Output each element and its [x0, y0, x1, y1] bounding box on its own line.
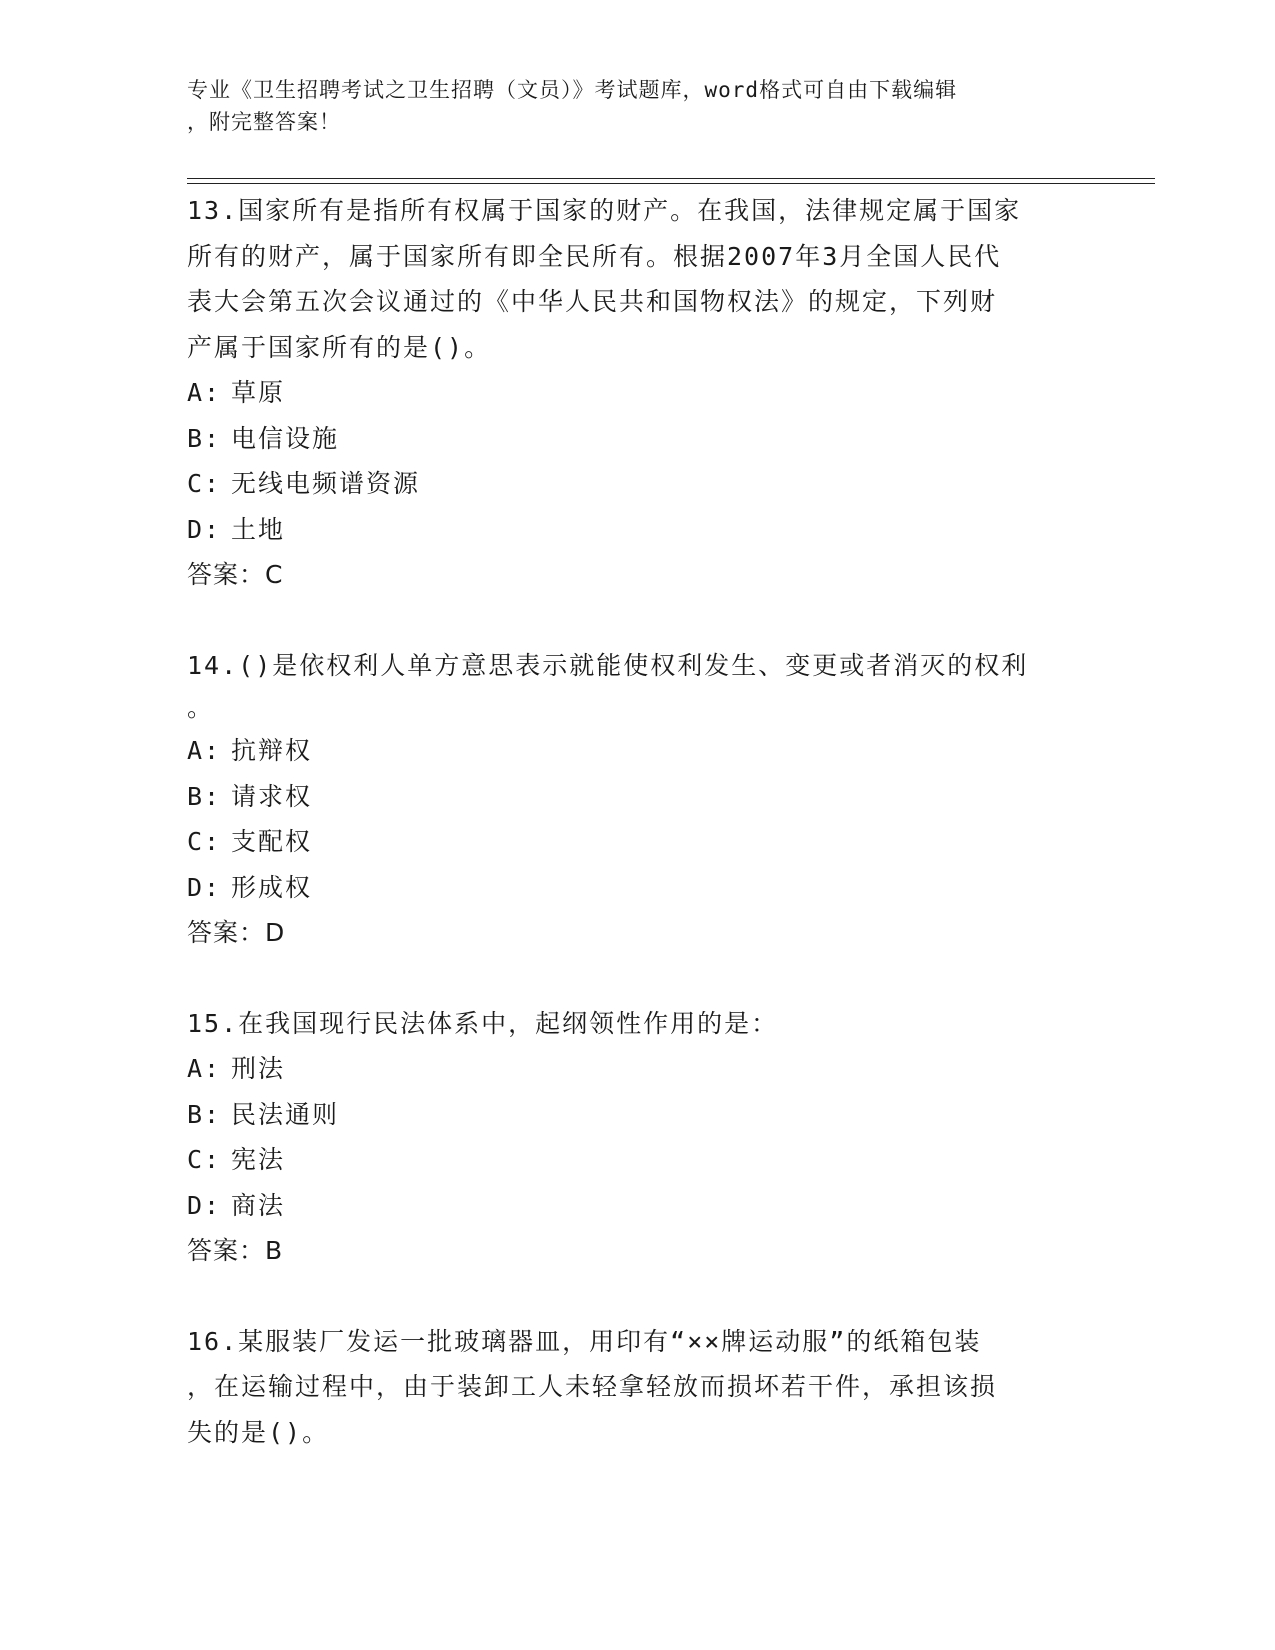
option-key: C: [187, 469, 222, 498]
option-a [187, 1046, 1067, 1092]
option-key: A: [187, 378, 222, 407]
option-c [187, 819, 1067, 865]
option-text: 土地 [231, 514, 286, 544]
option-d [187, 865, 1067, 911]
option-text: 草原 [231, 378, 286, 407]
option-key: C: [187, 827, 222, 856]
question-16 [187, 1319, 1067, 1456]
question-13 [187, 188, 1067, 598]
header-line-2: ，附完整答案！ [187, 110, 341, 134]
question-text-line: 表大会第五次会议通过的《中华人民共和国物权法》的规定，下列财 [187, 287, 998, 316]
answer-line: 答案：B [187, 1236, 284, 1265]
option-text: 支配权 [231, 827, 313, 856]
option-text: 抗辩权 [231, 736, 313, 765]
option-text: 商法 [231, 1190, 286, 1220]
option-b [187, 774, 1067, 820]
question-text-line: ，在运输过程中，由于装卸工人未轻拿轻放而损坏若干件，承担该损 [187, 1372, 998, 1401]
option-key: B: [187, 1099, 222, 1129]
option-b [187, 416, 1067, 462]
option-key: B: [187, 781, 222, 811]
question-14 [187, 643, 1067, 956]
option-c [187, 1137, 1067, 1183]
option-key: D: [187, 872, 222, 902]
option-text: 宪法 [231, 1145, 286, 1174]
option-key: A: [187, 1054, 222, 1083]
option-key: A: [187, 736, 222, 765]
option-b [187, 1092, 1067, 1138]
option-a [187, 728, 1067, 774]
option-key: B: [187, 423, 222, 453]
option-text: 无线电频谱资源 [231, 469, 421, 498]
question-text-line: 失的是()。 [187, 1417, 330, 1447]
option-text: 电信设施 [231, 423, 340, 453]
option-d [187, 1183, 1067, 1229]
answer-line: 答案：C [187, 560, 284, 589]
question-text-line: 15.在我国现行民法体系中，起纲领性作用的是： [187, 1008, 779, 1038]
option-c [187, 461, 1067, 507]
option-key: D: [187, 1190, 222, 1220]
header-divider-bottom [187, 183, 1155, 184]
question-text-line: 14.()是依权利人单方意思表示就能使权利发生、变更或者消灭的权利 [187, 650, 1029, 680]
question-15 [187, 1001, 1067, 1274]
question-text-line: 所有的财产，属于国家所有即全民所有。根据2007年3月全国人民代 [187, 241, 1002, 271]
option-text: 刑法 [231, 1054, 286, 1083]
option-text: 形成权 [231, 872, 313, 902]
answer-line: 答案：D [187, 918, 286, 947]
question-text-line: 产属于国家所有的是()。 [187, 332, 492, 362]
question-text-line: 16.某服装厂发运一批玻璃器皿，用印有“××牌运动服”的纸箱包装 [187, 1326, 982, 1356]
option-text: 请求权 [231, 781, 313, 811]
option-text: 民法通则 [231, 1099, 340, 1129]
option-key: D: [187, 514, 222, 544]
header-line-1: 专业《卫生招聘考试之卫生招聘（文员）》考试题库，word格式可自由下载编辑 [187, 78, 958, 102]
header-divider-top [187, 178, 1155, 179]
option-a [187, 370, 1067, 416]
question-text-line: 13.国家所有是指所有权属于国家的财产。在我国，法律规定属于国家 [187, 196, 1022, 225]
question-list [187, 188, 1067, 1455]
option-key: C: [187, 1145, 222, 1174]
option-d [187, 507, 1067, 553]
document-header [187, 74, 1067, 138]
question-text-line: 。 [187, 693, 215, 722]
